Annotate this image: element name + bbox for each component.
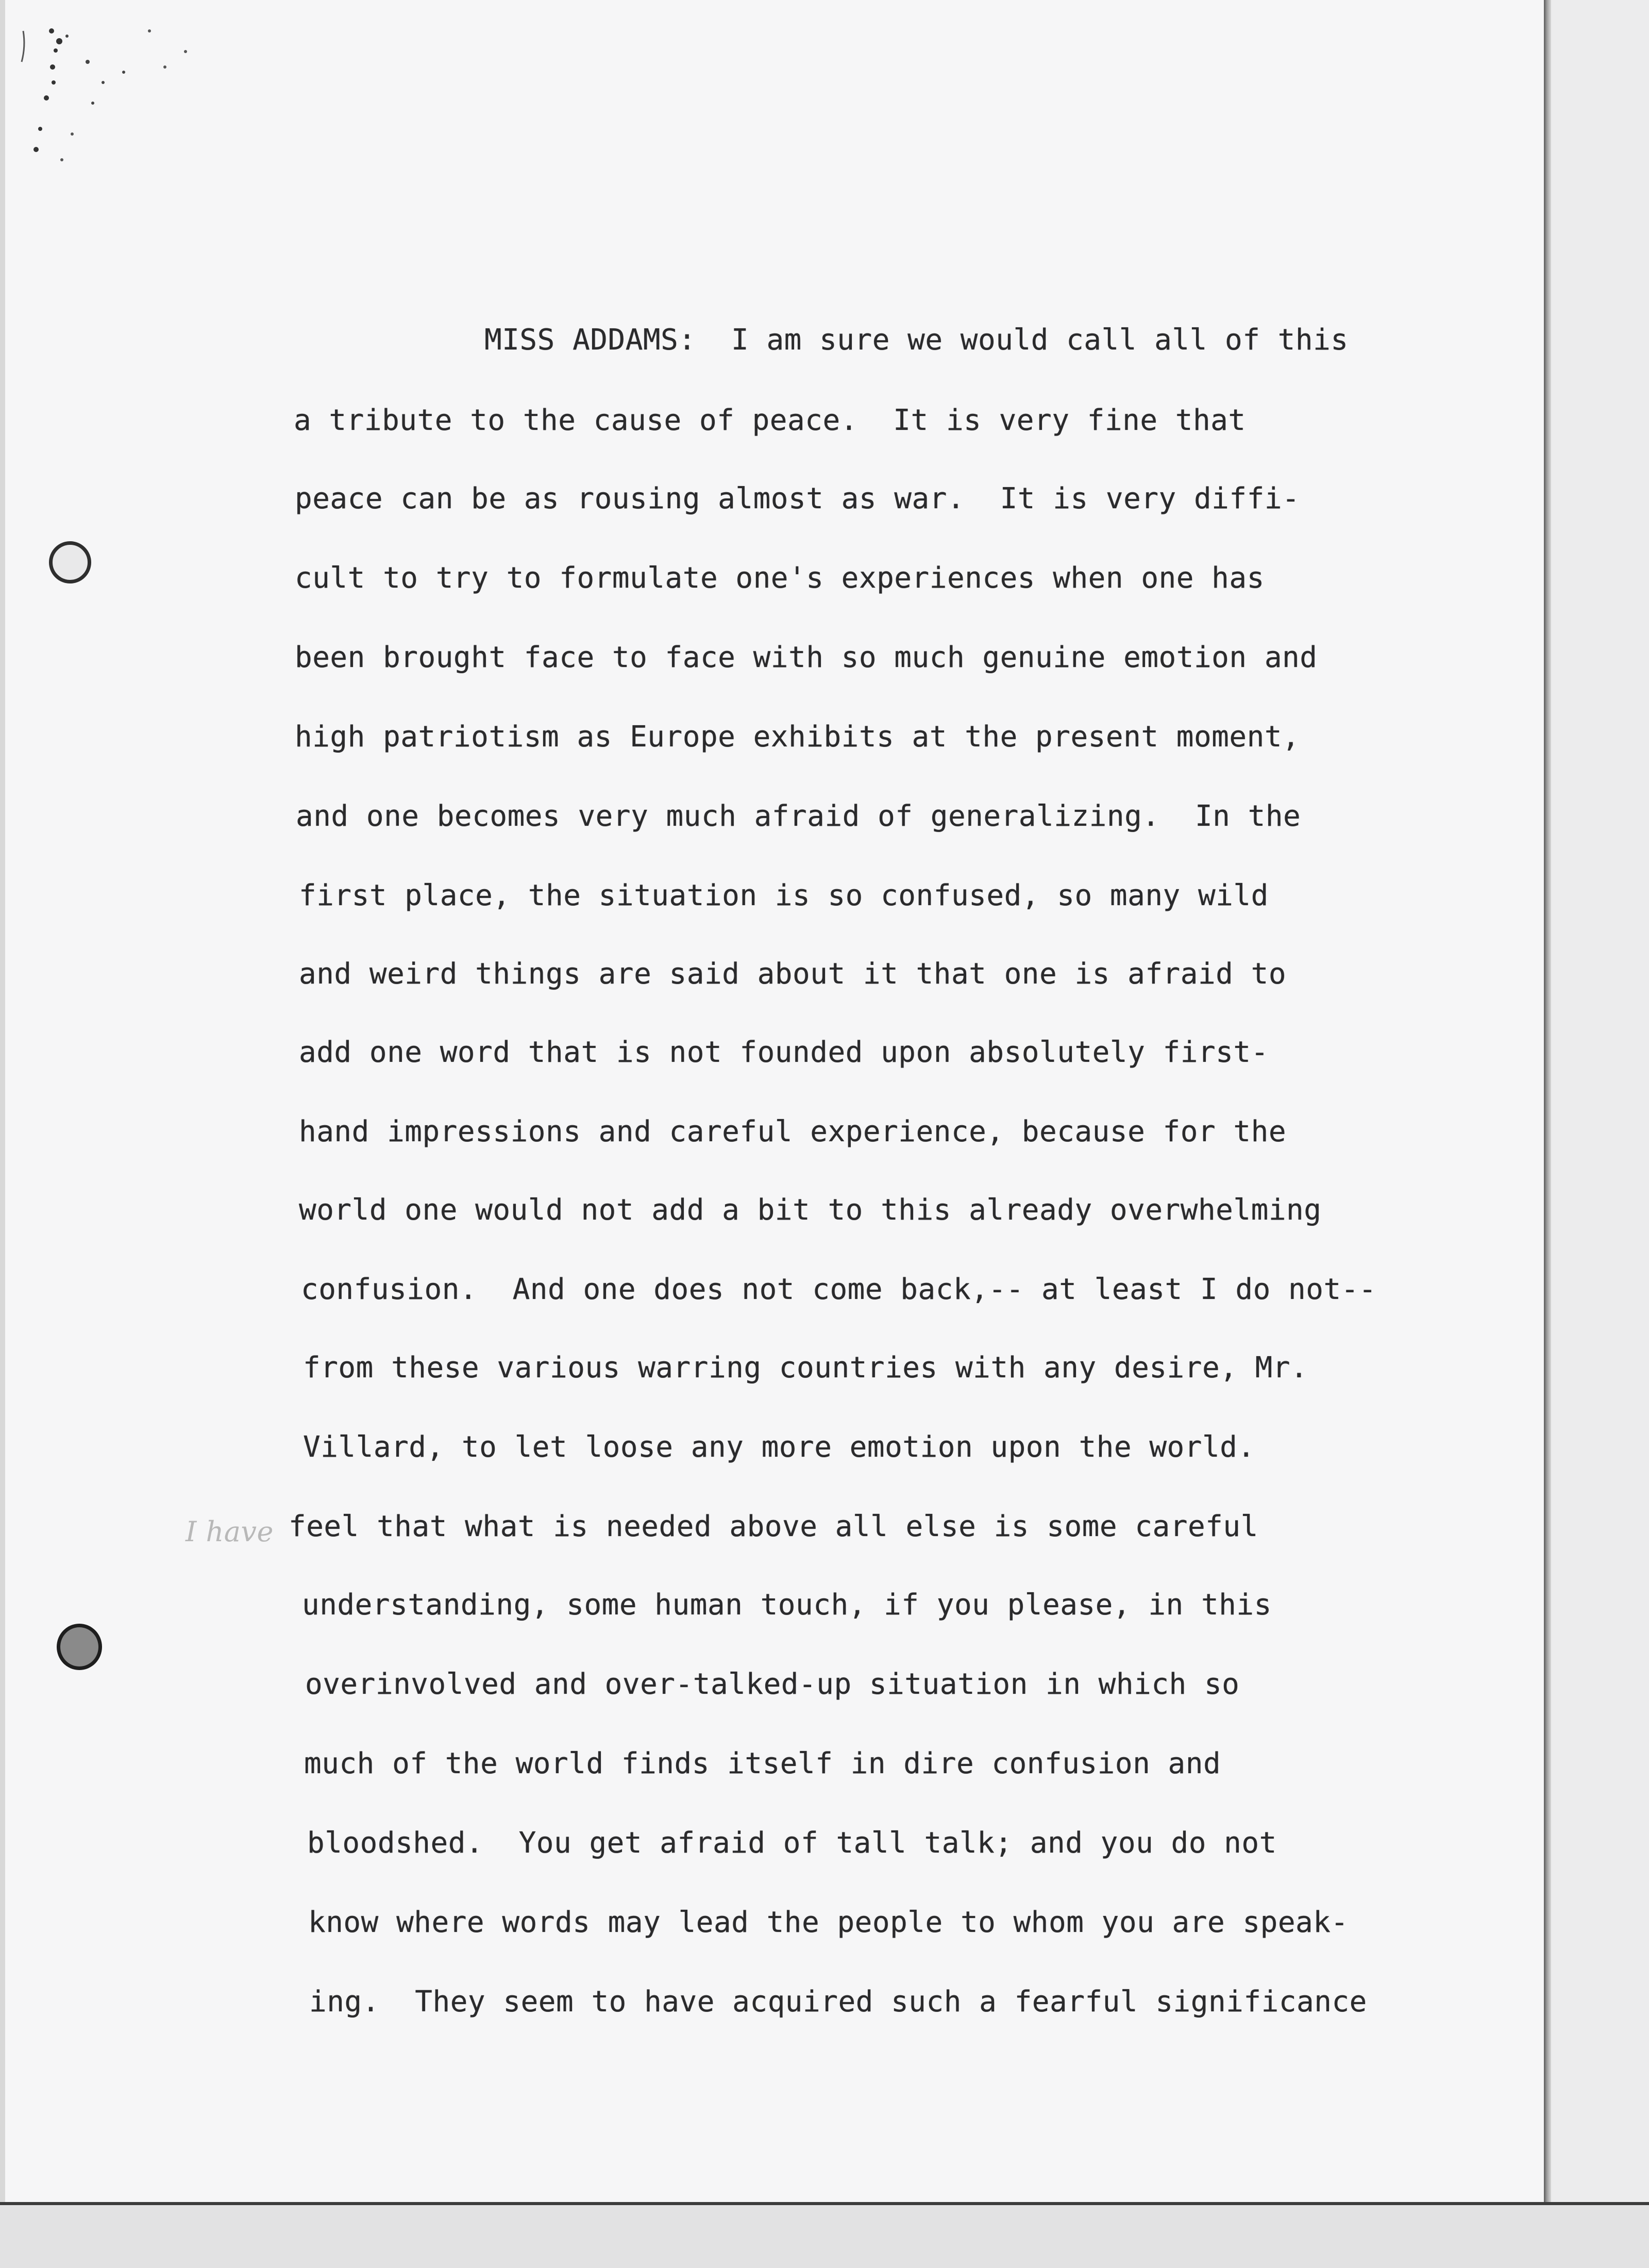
text-line: first place, the situation is so confused, so many wild: [299, 879, 1269, 912]
faint-margin-mark: I have: [186, 1515, 274, 1548]
text-line: overinvolved and over-talked-up situation in which so: [305, 1667, 1240, 1701]
text-line: cult to try to formulate one's experiences when one has: [295, 561, 1265, 595]
text-line: feel that what is needed above all else is some careful: [289, 1510, 1258, 1543]
text-line: understanding, some human touch, if you please, in this: [302, 1588, 1272, 1622]
text-line: bloodshed. You get afraid of tall talk; and you do not: [307, 1826, 1277, 1860]
text-line: add one word that is not founded upon absolutely first-: [299, 1036, 1269, 1069]
text-line: Villard, to let loose any more emotion upon the world.: [303, 1430, 1255, 1464]
text-line: confusion. And one does not come back,-- at least I do not--: [301, 1273, 1377, 1306]
text-line: ing. They seem to have acquired such a fearful significance: [309, 1985, 1367, 2019]
text-line: a tribute to the cause of peace. It is very fine that: [294, 404, 1246, 437]
text-line: peace can be as rousing almost as war. It is very diffi-: [295, 482, 1300, 515]
text-line: been brought face to face with so much genuine emotion and: [295, 641, 1318, 674]
text-line: and weird things are said about it that one is afraid to: [299, 957, 1287, 991]
text-line: MISS ADDAMS: I am sure we would call all of this: [484, 323, 1349, 357]
text-line: know where words may lead the people to whom you are speak-: [308, 1906, 1349, 1939]
text-line: high patriotism as Europe exhibits at the present moment,: [295, 720, 1300, 754]
text-line: world one would not add a bit to this already overwhelming: [299, 1193, 1322, 1227]
text-line: from these various warring countries with any desire, Mr.: [303, 1351, 1308, 1385]
text-line: hand impressions and careful experience, because for the: [299, 1115, 1287, 1148]
text-line: and one becomes very much afraid of generalizing. In the: [296, 799, 1301, 833]
text-line: much of the world finds itself in dire confusion and: [304, 1747, 1221, 1780]
